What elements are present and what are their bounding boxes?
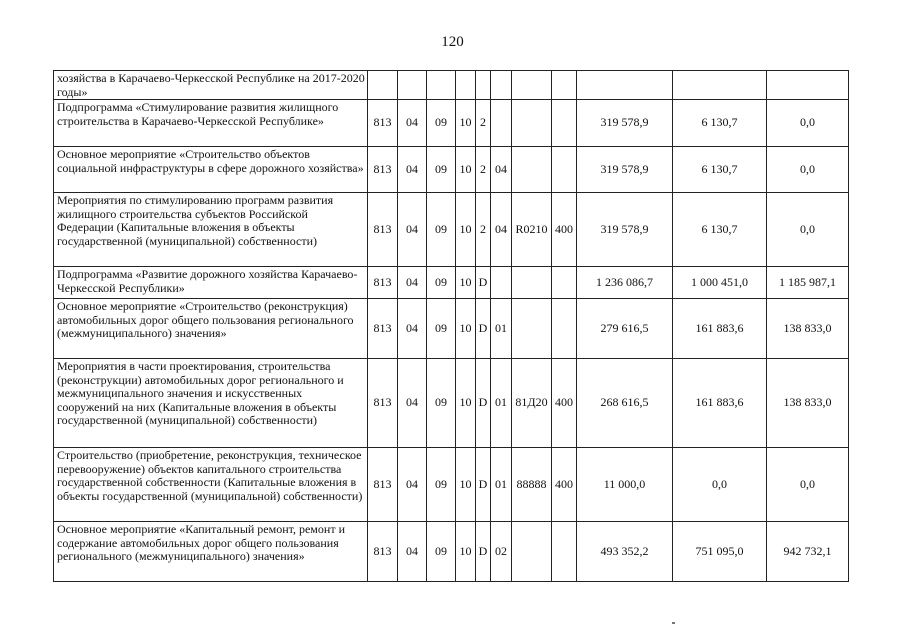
cs-event-cell: [491, 267, 512, 299]
vr-cell: [552, 71, 577, 100]
amount-year1-cell: 319 578,9: [577, 100, 673, 147]
cs-event-cell: [491, 71, 512, 100]
pr-cell: 09: [427, 193, 456, 267]
cs-program-cell: 10: [456, 100, 476, 147]
row-name: Мероприятия по стимулированию программ развития жилищного строительства субъектов Российской Федерации (Капитальные вложения в объекты государственной (муниципальной) собственности): [54, 193, 368, 267]
pr-cell: 09: [427, 147, 456, 193]
row-name: Мероприятия в части проектирования, строительства (реконструкции) автомобильных дорог регионального и межмуниципального значения и искусственных сооружений на них (Капитальные вложения в объекты государственной (муниципальной) собственности): [54, 359, 368, 448]
cs-subprogram-cell: 2: [476, 193, 491, 267]
table-row: [54, 193, 849, 267]
vr-cell: [552, 522, 577, 582]
row-name: Основное мероприятие «Строительство (реконструкция) автомобильных дорог общего пользования регионального (межмуниципального) значения»: [54, 299, 368, 359]
cs-event-cell: [491, 100, 512, 147]
pr-cell: [427, 71, 456, 100]
table-row: [54, 100, 849, 147]
cs-direction-cell: [512, 71, 552, 100]
amount-year2-cell: 6 130,7: [673, 193, 767, 267]
ved-cell: 813: [368, 267, 398, 299]
ved-cell: 813: [368, 448, 398, 522]
cs-program-cell: 10: [456, 267, 476, 299]
pr-cell: 09: [427, 267, 456, 299]
amount-year1-cell: 279 616,5: [577, 299, 673, 359]
rz-cell: 04: [398, 522, 427, 582]
vr-cell: [552, 299, 577, 359]
ved-cell: 813: [368, 522, 398, 582]
rz-cell: 04: [398, 299, 427, 359]
pr-cell: 09: [427, 299, 456, 359]
amount-year2-cell: 161 883,6: [673, 299, 767, 359]
rz-cell: [398, 71, 427, 100]
cs-program-cell: 10: [456, 193, 476, 267]
scan-speck: [672, 622, 675, 624]
cs-program-cell: 10: [456, 147, 476, 193]
amount-year3-cell: 0,0: [767, 147, 849, 193]
page-number: 120: [441, 34, 464, 50]
cs-direction-cell: [512, 147, 552, 193]
cs-event-cell: 01: [491, 448, 512, 522]
amount-year3-cell: 0,0: [767, 448, 849, 522]
amount-year1-cell: 493 352,2: [577, 522, 673, 582]
cs-subprogram-cell: 2: [476, 100, 491, 147]
amount-year2-cell: 6 130,7: [673, 147, 767, 193]
cs-direction-cell: 81Д20: [512, 359, 552, 448]
amount-year1-cell: 1 236 086,7: [577, 267, 673, 299]
amount-year3-cell: 138 833,0: [767, 299, 849, 359]
rz-cell: 04: [398, 448, 427, 522]
amount-year2-cell: 1 000 451,0: [673, 267, 767, 299]
amount-year2-cell: 6 130,7: [673, 100, 767, 147]
amount-year1-cell: 268 616,5: [577, 359, 673, 448]
pr-cell: 09: [427, 448, 456, 522]
vr-cell: 400: [552, 448, 577, 522]
row-name: Основное мероприятие «Строительство объектов социальной инфраструктуры в сфере дорожного хозяйства»: [54, 147, 368, 193]
cs-event-cell: 04: [491, 193, 512, 267]
row-name: Основное мероприятие «Капитальный ремонт, ремонт и содержание автомобильных дорог общего пользования регионального (межмуниципального) значения»: [54, 522, 368, 582]
vr-cell: [552, 147, 577, 193]
amount-year3-cell: [767, 71, 849, 100]
vr-cell: 400: [552, 359, 577, 448]
cs-event-cell: 01: [491, 299, 512, 359]
table-row: [54, 71, 849, 100]
row-name: Строительство (приобретение, реконструкция, техническое перевооружение) объектов капитального строительства государственной собственности (Капитальные вложения в объекты государственной (муниципальной) собственности): [54, 448, 368, 522]
table-row: [54, 299, 849, 359]
cs-program-cell: 10: [456, 299, 476, 359]
ved-cell: 813: [368, 359, 398, 448]
table-row: [54, 448, 849, 522]
pr-cell: 09: [427, 359, 456, 448]
cs-direction-cell: 88888: [512, 448, 552, 522]
amount-year2-cell: 161 883,6: [673, 359, 767, 448]
amount-year1-cell: 319 578,9: [577, 193, 673, 267]
cs-program-cell: 10: [456, 359, 476, 448]
ved-cell: 813: [368, 299, 398, 359]
cs-event-cell: 04: [491, 147, 512, 193]
cs-direction-cell: R0210: [512, 193, 552, 267]
amount-year1-cell: [577, 71, 673, 100]
cs-direction-cell: [512, 100, 552, 147]
cs-direction-cell: [512, 299, 552, 359]
pr-cell: 09: [427, 522, 456, 582]
amount-year2-cell: 751 095,0: [673, 522, 767, 582]
cs-subprogram-cell: D: [476, 448, 491, 522]
rz-cell: 04: [398, 147, 427, 193]
cs-subprogram-cell: D: [476, 299, 491, 359]
budget-table: [53, 70, 849, 582]
pr-cell: 09: [427, 100, 456, 147]
cs-program-cell: 10: [456, 522, 476, 582]
cs-subprogram-cell: 2: [476, 147, 491, 193]
row-name: хозяйства в Карачаево-Черкесской Республике на 2017-2020 годы»: [54, 71, 368, 100]
table-row: [54, 522, 849, 582]
cs-event-cell: 01: [491, 359, 512, 448]
cs-subprogram-cell: D: [476, 522, 491, 582]
amount-year3-cell: 942 732,1: [767, 522, 849, 582]
table-row: [54, 267, 849, 299]
ved-cell: 813: [368, 147, 398, 193]
cs-direction-cell: [512, 522, 552, 582]
amount-year3-cell: 0,0: [767, 100, 849, 147]
row-name: Подпрограмма «Стимулирование развития жилищного строительства в Карачаево-Черкесской Республике»: [54, 100, 368, 147]
row-name: Подпрограмма «Развитие дорожного хозяйства Карачаево-Черкесской Республики»: [54, 267, 368, 299]
amount-year3-cell: 0,0: [767, 193, 849, 267]
cs-subprogram-cell: D: [476, 267, 491, 299]
vr-cell: [552, 267, 577, 299]
ved-cell: 813: [368, 100, 398, 147]
ved-cell: 813: [368, 193, 398, 267]
amount-year1-cell: 319 578,9: [577, 147, 673, 193]
cs-program-cell: [456, 71, 476, 100]
table-row: [54, 147, 849, 193]
cs-program-cell: 10: [456, 448, 476, 522]
amount-year3-cell: 138 833,0: [767, 359, 849, 448]
ved-cell: [368, 71, 398, 100]
cs-subprogram-cell: D: [476, 359, 491, 448]
vr-cell: [552, 100, 577, 147]
cs-event-cell: 02: [491, 522, 512, 582]
rz-cell: 04: [398, 100, 427, 147]
rz-cell: 04: [398, 267, 427, 299]
cs-subprogram-cell: [476, 71, 491, 100]
amount-year2-cell: [673, 71, 767, 100]
vr-cell: 400: [552, 193, 577, 267]
amount-year2-cell: 0,0: [673, 448, 767, 522]
rz-cell: 04: [398, 359, 427, 448]
cs-direction-cell: [512, 267, 552, 299]
amount-year1-cell: 11 000,0: [577, 448, 673, 522]
rz-cell: 04: [398, 193, 427, 267]
amount-year3-cell: 1 185 987,1: [767, 267, 849, 299]
table-row: [54, 359, 849, 448]
